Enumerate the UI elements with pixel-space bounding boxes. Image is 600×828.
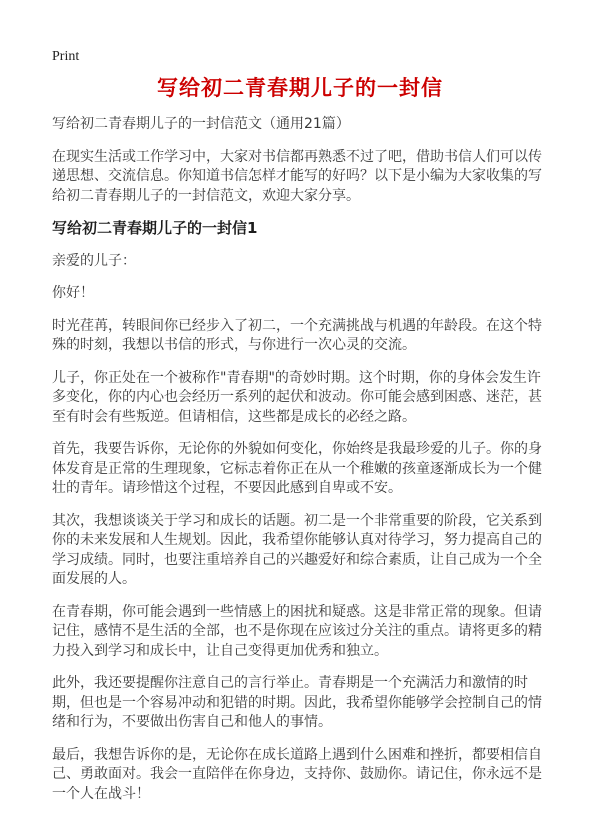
section-heading: 写给初二青春期儿子的一封信1 bbox=[52, 219, 258, 237]
intro-paragraph: 在现实生活或工作学习中，大家对书信都再熟悉不过了吧，借助书信人们可以传递思想、交流信息。你知道书信怎样才能写的好吗？以下是小编为大家收集的写给初二青春期儿子的一封信范文，欢迎大家分享。 bbox=[52, 148, 542, 204]
letter-paragraph: 首先，我要告诉你，无论你的外貌如何变化，你始终是我最珍爱的儿子。你的身体发育是正常的生理现象，它标志着你正在从一个稚嫩的孩童逐渐成长为一个健壮的青年。请珍惜这个过程，不要因此感到自卑或不安。 bbox=[52, 441, 542, 496]
doc-subtitle: 写给初二青春期儿子的一封信范文（通用21篇） bbox=[52, 116, 350, 132]
letter-paragraph: 时光荏苒，转眼间你已经步入了初二，一个充满挑战与机遇的年龄段。在这个特殊的时刻，我想以书信的形式，与你进行一次心灵的交流。 bbox=[52, 317, 542, 353]
letter-paragraph: 最后，我想告诉你的是，无论你在成长道路上遇到什么困难和挫折，都要相信自己、勇敢面对。我会一直陪伴在你身边，支持你、鼓励你。请记住，你永远不是一个人在战斗！ bbox=[52, 746, 542, 802]
salutation: 亲爱的儿子： bbox=[52, 252, 136, 269]
letter-paragraph: 此外，我还要提醒你注意自己的言行举止。青春期是一个充满活力和激情的时期，但也是一个容易冲动和犯错的时期。因此，我希望你能够学会控制自己的情绪和行为，不要做出伤害自己和他人的事情。 bbox=[52, 675, 542, 730]
letter-paragraph: 在青春期，你可能会遇到一些情感上的困扰和疑惑。这是非常正常的现象。但请记住，感情不是生活的全部，也不是你现在应该过分关注的重点。请将更多的精力投入到学习和成长中，让自己变得更加优秀和独立。 bbox=[52, 603, 542, 659]
letter-paragraph: 儿子，你正处在一个被称作"青春期"的奇妙时期。这个时期，你的身体会发生许多变化，你的内心也会经历一系列的起伏和波动。你可能会感到困惑、迷茫，甚至有时会有些叛逆。但请相信，这些都是成长的必经之路。 bbox=[52, 369, 542, 425]
letter-paragraph: 其次，我想谈谈关于学习和成长的话题。初二是一个非常重要的阶段，它关系到你的未来发展和人生规划。因此，我希望你能够认真对待学习，努力提高自己的学习成绩。同时，也要注重培养自己的兴趣爱好和综合素质，让自己成为一个全面发展的人。 bbox=[52, 512, 542, 587]
print-link[interactable]: Print bbox=[52, 49, 80, 64]
greeting: 你好！ bbox=[52, 285, 94, 301]
page-title: 写给初二青春期儿子的一封信 bbox=[157, 76, 443, 100]
